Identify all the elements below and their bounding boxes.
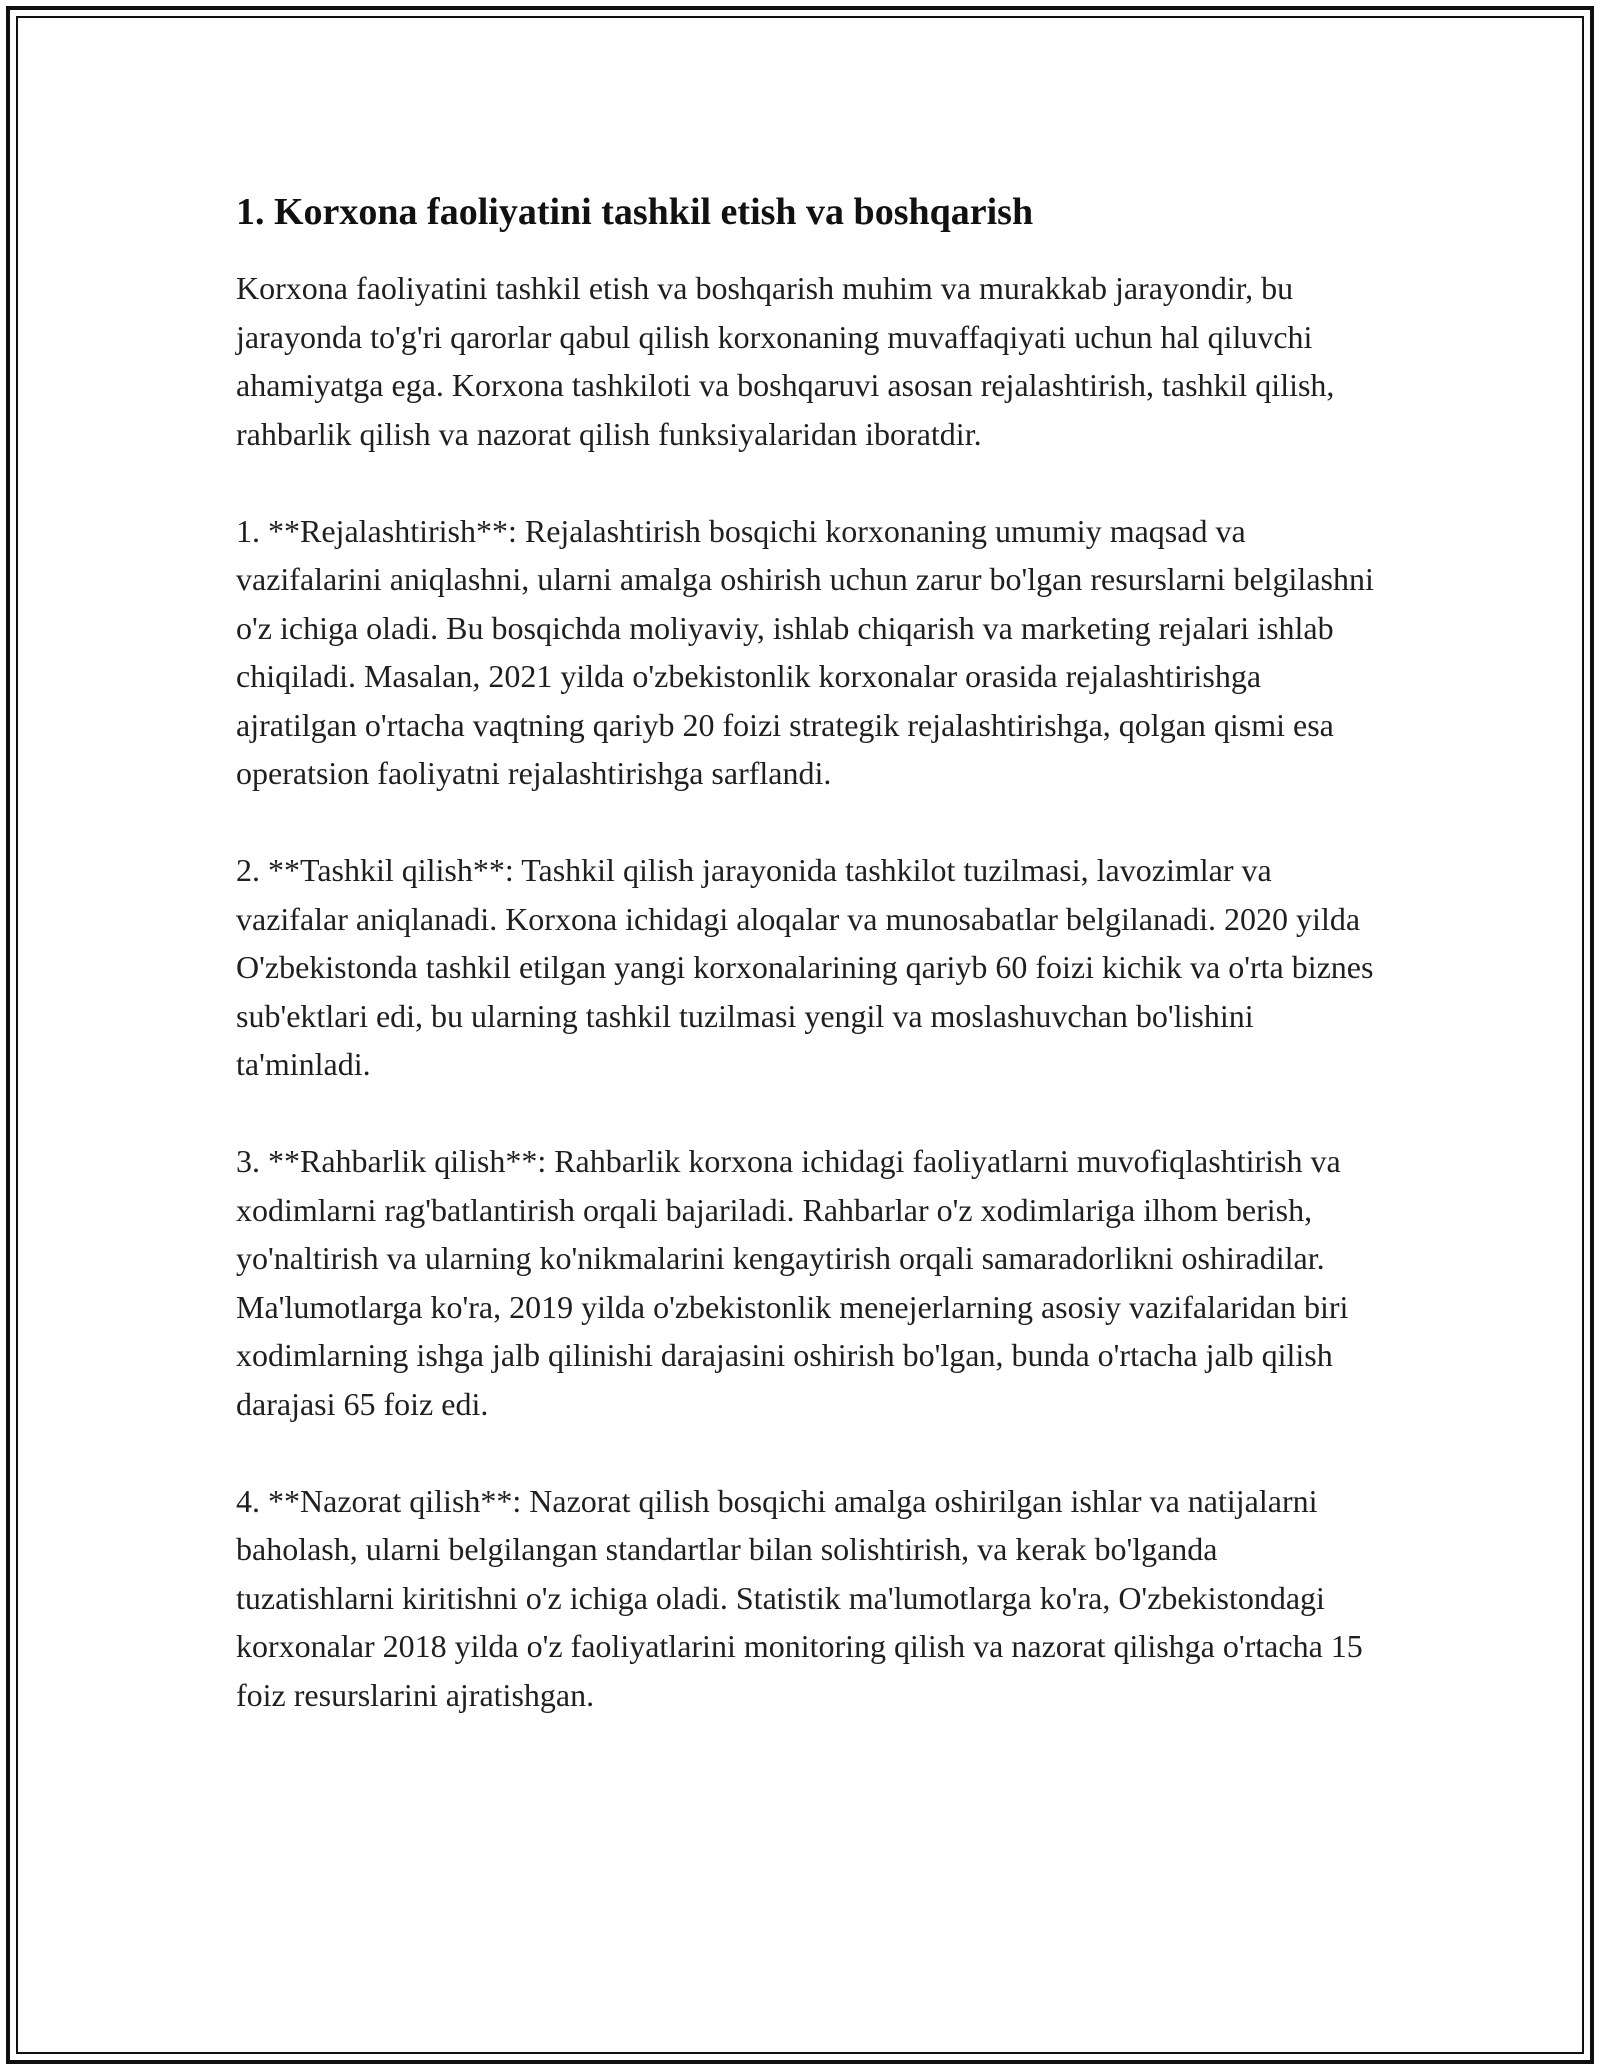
organizing-paragraph: 2. **Tashkil qilish**: Tashkil qilish jarayonida tashkilot tuzilmasi, lavozimlar va vazifalar aniqlanadi. Korxona ichidagi aloqalar va munosabatlar belgilanadi. 2020 yilda O'zbekistonda tashkil etilgan yangi korxonalarining qariyb 60 foizi kichik va o'rta biznes sub'ektlari edi, bu ularning tashkil tuzilmasi yengil va moslashuvchan bo'lishini ta'minladi. (236, 852, 1374, 1082)
planning-paragraph: 1. **Rejalashtirish**: Rejalashtirish bosqichi korxonaning umumiy maqsad va vazifalarini aniqlashni, ularni amalga oshirish uchun zarur bo'lgan resurslarni belgilashni o'z ichiga oladi. Bu bosqichda moliyaviy, ishlab chiqarish va marketing rejalari ishlab chiqiladi. Masalan, 2021 yilda o'zbekistonlik korxonalar orasida rejalashtirishga ajratilgan o'rtacha vaqtning qariyb 20 foizi strategik rejalashtirishga, qolgan qismi esa operatsion faoliyatni rejalashtirishga sarflandi. (236, 512, 1374, 791)
intro-paragraph: Korxona faoliyatini tashkil etish va boshqarish muhim va murakkab jarayondir, bu jarayonda to'g'ri qarorlar qabul qilish korxonaning muvaffaqiyati uchun hal qiluvchi ahamiyatga ega. Korxona tashkiloti va boshqaruvi asosan rejalashtirish, tashkil qilish, rahbarlik qilish va nazorat qilish funksiyalaridan iboratdir. (236, 270, 1335, 452)
leading-paragraph: 3. **Rahbarlik qilish**: Rahbarlik korxona ichidagi faoliyatlarni muvofiqlashtirish va xodimlarni rag'batlantirish orqali bajariladi. Rahbarlar o'z xodimlariga ilhom berish, yo'naltirish va ularning ko'nikmalarini kengaytirish orqali samaradorlikni oshiradilar. Ma'lumotlarga ko'ra, 2019 yilda o'zbekistonlik menejerlarning asosiy vazifalaridan biri xodimlarning ishga jalb qilinishi darajasini oshirish bo'lgan, bunda o'rtacha jalb qilish darajasi 65 foiz edi. (236, 1143, 1349, 1422)
document-title: 1. Korxona faoliyatini tashkil etish va boshqarish (236, 191, 1034, 233)
document-body (236, 186, 1376, 1719)
controlling-paragraph: 4. **Nazorat qilish**: Nazorat qilish bosqichi amalga oshirilgan ishlar va natijalarni baholash, ularni belgilangan standartlar bilan solishtirish, va kerak bo'lganda tuzatishlarni kiritishni o'z ichiga oladi. Statistik ma'lumotlarga ko'ra, O'zbekistondagi korxonalar 2018 yilda o'z faoliyatlarini monitoring qilish va nazorat qilishga o'rtacha 15 foiz resurslarini ajratishgan. (236, 1482, 1363, 1713)
